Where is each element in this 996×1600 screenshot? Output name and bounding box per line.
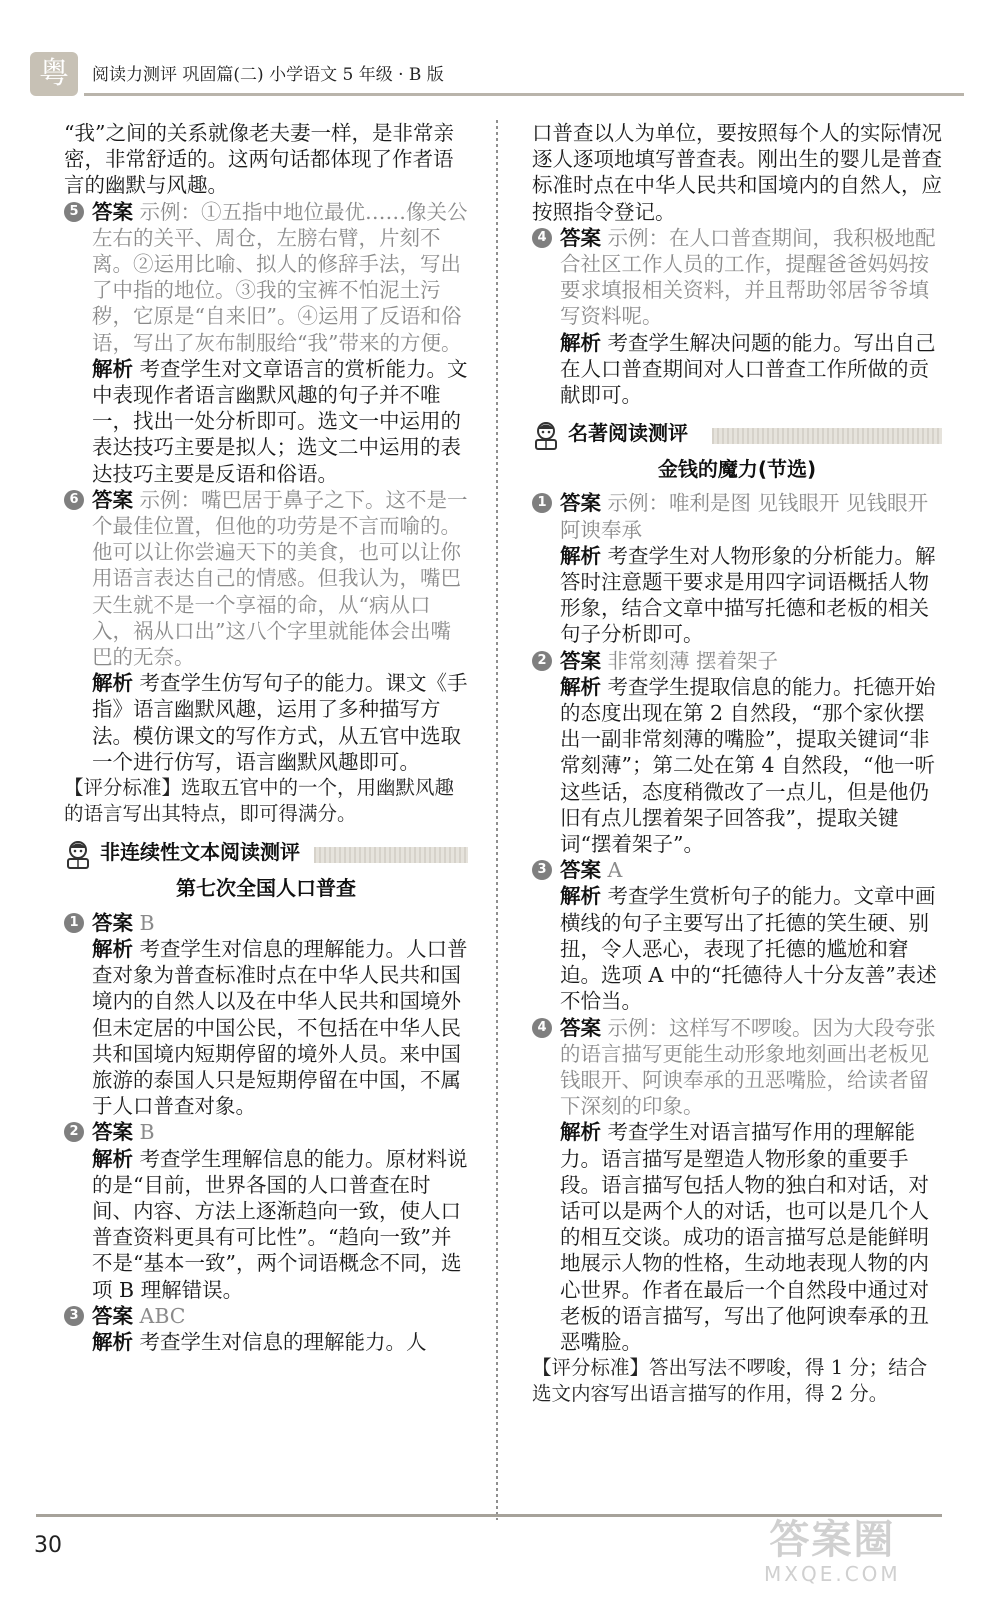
analysis-label: 解析 bbox=[92, 936, 133, 961]
analysis-text: 考查学生仿写句子的能力。课文《手指》语言幽默风趣，运用了多种描写方法。模仿课文的写作方式，从五官中选取一个进行仿写，语言幽默风趣即可。 bbox=[92, 671, 468, 774]
section-header bbox=[532, 418, 942, 452]
analysis-label: 解析 bbox=[92, 671, 133, 696]
analysis-text: 考查学生对文章语言的赏析能力。文中表现作者语言幽默风趣的句子并不唯一，找出一处分析即可。选文一中运用的表达技巧主要是拟人；选文二中运用的表达技巧主要是反语和俗语。 bbox=[92, 356, 468, 486]
section-bar bbox=[314, 847, 468, 863]
question-number: 2 bbox=[532, 651, 552, 671]
analysis-text: 考查学生提取信息的能力。托德开始的态度出现在第 2 自然段，“那个家伙摆出一副非常刻薄的嘴脸”，提取关键词“非常刻薄”；第二处在第 4 自然段，“他一听这些话，态度稍微改了一点儿，但是他仍旧有点儿摆着架子回答我”，提取关键词“摆着架子”。 bbox=[560, 674, 936, 857]
answer-line bbox=[560, 1015, 942, 1120]
analysis-line bbox=[560, 883, 942, 1014]
answer-text: 示例：嘴巴居于鼻子之下。这不是一个最佳位置，但他的功劳是不言而喻的。他可以让你尝遍天下的美食，也可以让你用语言表达自己的情感。但我认为，嘴巴天生就不是一个享福的命，从“病从口入，祸从口出”这八个字里就能体会出嘴巴的无奈。 bbox=[92, 487, 468, 670]
question-3 bbox=[64, 1303, 468, 1355]
section-title: 非连续性文本阅读测评 bbox=[100, 840, 300, 865]
continued-text: “我”之间的关系就像老夫妻一样，是非常亲密，非常舒适的。这两句话都体现了作者语言的幽默与风趣。 bbox=[64, 121, 454, 198]
answer-text: 示例：这样写不啰唆。因为大段夸张的语言描写更能生动形象地刻画出老板见钱眼开、阿谀奉承的丑恶嘴脸，给读者留下深刻的印象。 bbox=[560, 1015, 936, 1119]
analysis-label: 解析 bbox=[560, 1120, 601, 1145]
answer-text: 示例：唯利是图 见钱眼开 见钱眼开 阿谀奉承 bbox=[560, 491, 929, 542]
analysis-text: 考查学生对信息的理解能力。人 bbox=[139, 1329, 427, 1354]
analysis-text: 考查学生解决问题的能力。写出自己在人口普查期间对人口普查工作所做的贡献即可。 bbox=[560, 330, 936, 408]
answer-text: 示例：①五指中地位最优……像关公左右的关平、周仓，左膀右臂，片刻不离。②运用比喻、拟人的修辞手法，写出了中指的地位。③我的宝裤不怕泥土污秽，它原是“自来旧”。④运用了反语和俗语，写出了灰布制服给“我”带来的方便。 bbox=[92, 199, 468, 355]
left-column bbox=[64, 120, 468, 1355]
section-header bbox=[64, 837, 468, 871]
analysis-line bbox=[92, 1329, 468, 1355]
question-number: 3 bbox=[64, 1306, 84, 1326]
answer-line bbox=[560, 648, 942, 674]
question-3 bbox=[532, 857, 942, 1014]
analysis-line bbox=[92, 1146, 468, 1303]
answer-line bbox=[92, 910, 468, 936]
continued-text: 口普查以人为单位，要按照每个人的实际情况逐人逐项地填写普查表。刚出生的婴儿是普查标准时点在中华人民共和国境内的自然人，应按照指令登记。 bbox=[532, 121, 942, 224]
answer-line bbox=[92, 1303, 468, 1329]
answer-label: 答案 bbox=[92, 1120, 133, 1145]
analysis-line bbox=[92, 936, 468, 1119]
watermark-url: MXQE.COM bbox=[764, 1562, 901, 1586]
answer-line bbox=[560, 857, 942, 883]
article-title: 金钱的魔力(节选) bbox=[657, 457, 817, 482]
right-column bbox=[532, 120, 942, 1408]
header-rule bbox=[84, 93, 964, 96]
question-5 bbox=[64, 199, 468, 487]
answer-label: 答案 bbox=[92, 910, 133, 935]
answer-label: 答案 bbox=[560, 491, 601, 516]
analysis-text: 考查学生对人物形象的分析能力。解答时注意题干要求是用四字词语概括人物形象，结合文章中描写托德和老板的相关句子分析即可。 bbox=[560, 543, 936, 647]
analysis-label: 解析 bbox=[560, 884, 601, 909]
question-2 bbox=[64, 1119, 468, 1302]
analysis-line bbox=[560, 543, 942, 648]
answer-text: ABC bbox=[139, 1303, 186, 1328]
answer-label: 答案 bbox=[560, 1015, 601, 1040]
analysis-text: 考查学生对语言描写作用的理解能力。语言描写是塑造人物形象的重要手段。语言描写包括人物的独白和对话，对话可以是两个人的对话，也可以是几个人的相互交谈。成功的语言描写总是能鲜明地展示人物的性格，生动地表现人物的内心世界。作者在最后一个自然段中通过对老板的语言描写，写出了他阿谀奉承的丑恶嘴脸。 bbox=[560, 1120, 929, 1354]
section-bar bbox=[712, 428, 942, 444]
answer-line bbox=[560, 225, 942, 330]
answer-text: 示例：在人口普查期间，我积极地配合社区工作人员的工作，提醒爸爸妈妈按要求填报相关资料，并且帮助邻居爷爷填写资料呢。 bbox=[560, 225, 936, 329]
answer-text: B bbox=[139, 1120, 155, 1145]
analysis-label: 解析 bbox=[560, 674, 601, 699]
answer-text: 非常刻薄 摆着架子 bbox=[607, 648, 779, 673]
question-2 bbox=[532, 648, 942, 858]
column-divider bbox=[496, 120, 498, 1520]
answer-line bbox=[92, 199, 468, 356]
question-number: 1 bbox=[64, 913, 84, 933]
question-number: 2 bbox=[64, 1122, 84, 1142]
watermark-logo bbox=[764, 1518, 901, 1586]
answer-label: 答案 bbox=[560, 648, 601, 673]
analysis-text: 考查学生对信息的理解能力。人口普查对象为普查标准时点在中华人民共和国境内的自然人以及在中华人民共和国境外但未定居的中国公民，不包括在中华人民共和国境内短期停留的境外人员。来中国旅游的泰国人只是短期停留在中国，不属于人口普查对象。 bbox=[92, 936, 468, 1119]
section-title: 名著阅读测评 bbox=[568, 421, 688, 446]
answer-label: 答案 bbox=[92, 1303, 133, 1328]
answer-line bbox=[92, 1119, 468, 1145]
question-number: 5 bbox=[64, 202, 84, 222]
analysis-label: 解析 bbox=[560, 330, 601, 355]
scoring-standard: 【评分标准】答出写法不啰唆，得 1 分；结合选文内容写出语言描写的作用，得 2 分。 bbox=[532, 1356, 928, 1406]
analysis-line bbox=[560, 1119, 942, 1355]
page-number: 30 bbox=[34, 1533, 62, 1558]
analysis-line bbox=[92, 356, 468, 487]
header-title: 阅读力测评 巩固篇(二) 小学语文 5 年级 · B 版 bbox=[92, 65, 444, 85]
analysis-text: 考查学生赏析句子的能力。文章中画横线的句子主要写出了托德的笑生硬、别扭，令人恶心，表现了托德的尴尬和窘迫。选项 A 中的“托德待人十分友善”表述不恰当。 bbox=[560, 884, 937, 1014]
question-number: 3 bbox=[532, 860, 552, 880]
answer-text: B bbox=[139, 910, 155, 935]
reader-icon bbox=[64, 839, 92, 869]
page-header bbox=[24, 52, 964, 96]
analysis-label: 解析 bbox=[92, 1146, 133, 1171]
analysis-label: 解析 bbox=[92, 1329, 133, 1354]
watermark-title: 答案圈 bbox=[769, 1517, 896, 1563]
answer-text: A bbox=[607, 858, 623, 883]
answer-label: 答案 bbox=[560, 225, 601, 250]
question-number: 4 bbox=[532, 228, 552, 248]
answer-line bbox=[92, 487, 468, 670]
question-1 bbox=[64, 910, 468, 1120]
analysis-line bbox=[92, 670, 468, 775]
answer-line bbox=[560, 490, 942, 542]
reader-icon bbox=[532, 420, 560, 450]
question-6 bbox=[64, 487, 468, 775]
question-4 bbox=[532, 225, 942, 408]
analysis-label: 解析 bbox=[92, 356, 133, 381]
publisher-logo: 粤 bbox=[30, 52, 78, 96]
scoring-standard: 【评分标准】选取五官中的一个，用幽默风趣的语言写出其特点，即可得满分。 bbox=[64, 776, 455, 826]
analysis-text: 考查学生理解信息的能力。原材料说的是“目前，世界各国的人口普查在时间、内容、方法上逐渐趋向一致，使人口普查资料更具有可比性”。“趋向一致”并不是“基本一致”，两个词语概念不同，选项 B 理解错误。 bbox=[92, 1146, 468, 1302]
answer-label: 答案 bbox=[92, 487, 133, 512]
question-number: 6 bbox=[64, 490, 84, 510]
analysis-line bbox=[560, 330, 942, 409]
analysis-label: 解析 bbox=[560, 543, 601, 568]
answer-label: 答案 bbox=[92, 199, 133, 224]
article-title: 第七次全国人口普查 bbox=[176, 876, 356, 901]
question-4b bbox=[532, 1015, 942, 1356]
answer-label: 答案 bbox=[560, 858, 601, 883]
analysis-line bbox=[560, 674, 942, 857]
question-1 bbox=[532, 490, 942, 647]
question-number: 1 bbox=[532, 493, 552, 513]
question-number: 4 bbox=[532, 1018, 552, 1038]
